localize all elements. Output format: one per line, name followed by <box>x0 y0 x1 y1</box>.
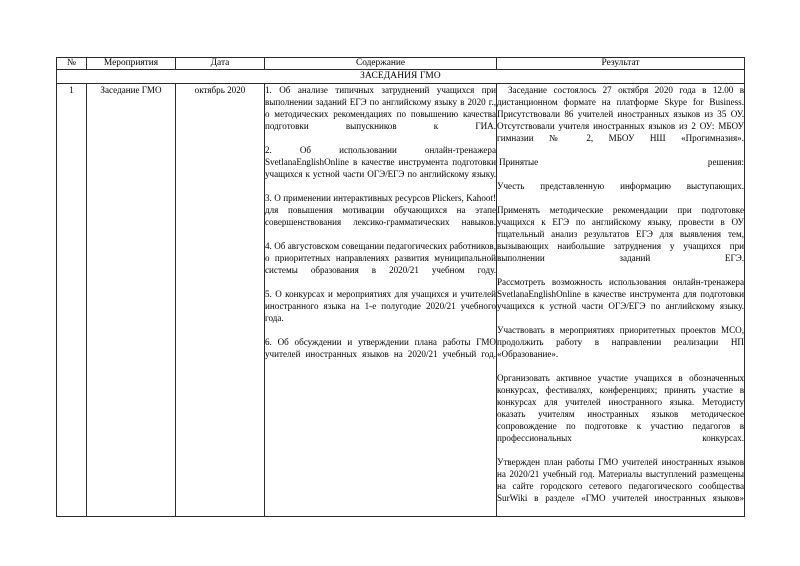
gmo-meetings-table <box>56 57 745 517</box>
result-paragraph-6: Организовать активное участие учащихся в обозначенных конкурсах, фестивалях, конференциях; принять участие в конкурсах для учителей иностранного языка. Методисту оказать учителям иностранных языков методическое сопровождение по подготовке к участию педагогов в профессиональных конкурсах. <box>497 372 744 443</box>
result-paragraph-1: Заседание состоялось 27 октября 2020 года в 12.00 в дистанционном формате на платформе Skype for Business. Присутствовали 86 учителей иностранных языков из 35 ОУ. Отсутствовали учителя иностранных языков из 2 ОУ: МБОУ гимназии № 2, МБОУ НШ «Прогимназия». <box>497 84 744 143</box>
column-header-number: № <box>57 58 87 70</box>
row-date-cell: октябрь 2020 <box>176 83 265 516</box>
column-header-date: Дата <box>176 58 265 70</box>
content-item-4: 4. Об августовском совещании педагогических работников, о приоритетных направлениях развития муниципальной системы образования в 2020/21 учебном году. <box>265 240 496 275</box>
table-body <box>57 70 745 516</box>
column-header-event: Мероприятия <box>87 58 176 70</box>
section-title-row <box>57 70 745 83</box>
section-title-cell: ЗАСЕДАНИЯ ГМО <box>57 70 745 83</box>
table-header <box>57 58 745 70</box>
table-row <box>57 83 745 516</box>
content-item-1: 1. Об анализе типичных затруднений учащихся при выполнении заданий ЕГЭ по английскому языку в 2020 г., о методических рекомендациях по повышению качества подготовки выпускников к ГИА. <box>265 84 496 131</box>
column-header-result: Результат <box>497 58 745 70</box>
result-decisions-label: Принятые решения: <box>499 156 744 167</box>
content-item-6: 6. Об обсуждении и утверждении плана работы ГМО учителей иностранных языков на 2020/21 учебный год. <box>265 336 496 359</box>
table-header-row <box>57 58 745 70</box>
result-paragraph-7: Утвержден план работы ГМО учителей иностранных языков на 2020/21 учебный год. Материалы выступлений размещены на сайте городского сетевого педагогического сообщества SurWiki в разделе «ГМО учителей иностранных языков» <box>497 456 744 503</box>
content-item-3: 3. О применении интерактивных ресурсов Plickers, Kahoot! для повышения мотивации обучающихся на этапе совершенствования лексико-грамматических навыков. <box>265 192 496 227</box>
row-result-cell <box>497 83 745 516</box>
content-item-2: 2. Об использовании онлайн-тренажера SvetlanaEnglishOnline в качестве инструмента подготовки учащихся к устной части ОГЭ/ЕГЭ по английскому языку. <box>265 144 496 179</box>
row-content-cell <box>265 83 497 516</box>
row-number-cell: 1 <box>57 83 87 516</box>
result-paragraph-3: Применять методические рекомендации при подготовке учащихся к ЕГЭ по английскому языку, провести в ОУ тщательный анализ результатов ЕГЭ для выявления тем, вызывающих наибольшие затруднения у учащихся при выполнении заданий ЕГЭ. <box>497 204 744 263</box>
result-paragraph-5: Участвовать в мероприятиях приоритетных проектов МСО, продолжить работу в направлении реализации НП «Образование». <box>497 324 744 359</box>
result-paragraph-4: Рассмотреть возможность использования онлайн-тренажера SvetlanaEnglishOnline в качестве инструмента для подготовки учащихся к устной части ОГЭ/ЕГЭ по английскому языку. <box>497 276 744 311</box>
result-paragraph-2: Учесть представленную информацию выступающих. <box>497 180 744 191</box>
column-header-content: Содержание <box>265 58 497 70</box>
content-item-5: 5. О конкурсах и мероприятиях для учащихся и учителей иностранного языка на 1-е полугодие 2020/21 учебного года. <box>265 288 496 323</box>
row-event-cell: Заседание ГМО <box>87 83 176 516</box>
